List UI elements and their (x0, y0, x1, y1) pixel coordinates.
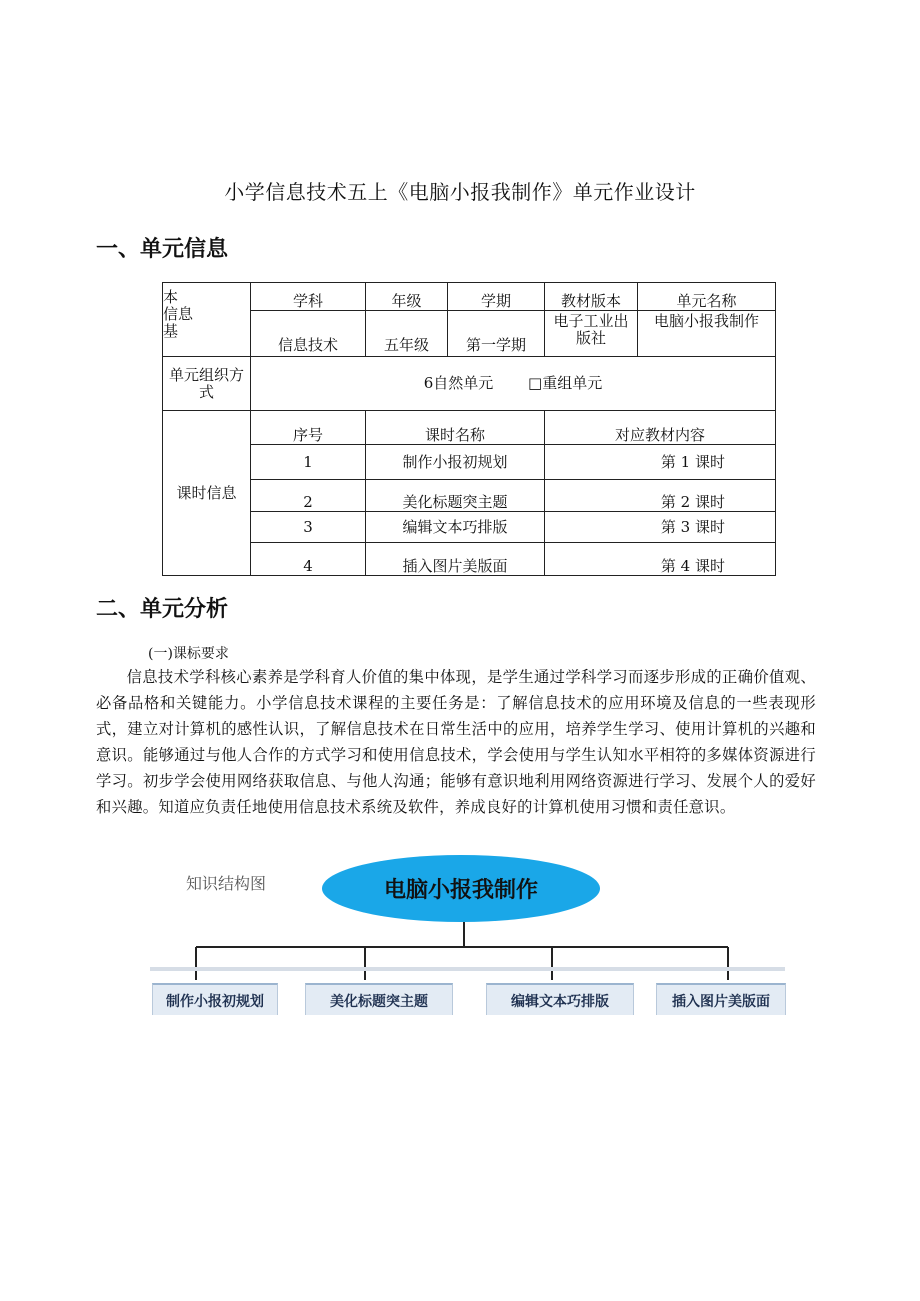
mindmap-root-node: 电脑小报我制作 (322, 855, 600, 922)
basic-info-label: 本 信息 基 (163, 283, 251, 357)
curriculum-paragraph: 信息技术学科核心素养是学科育人价值的集中体现，是学生通过学科学习而逐步形成的正确价值观、必备品格和关键能力。小学信息技术课程的主要任务是：了解信息技术的应用环境及信息的一些表现形式，建立对计算机的感性认识，了解信息技术在日常生活中的应用，培养学生学习、使用计算机的兴趣和意识。能够通过与他人合作的方式学习和使用信息技术，学会使用与学生认知水平相符的多媒体资源进行学习。初步学会使用网络获取信息、与他人沟通；能够有意识地利用网络资源进行学习、发展个人的爱好和兴趣。知道应负责任地使用信息技术系统及软件，养成良好的计算机使用习惯和责任意识。 (96, 668, 816, 816)
lesson-no: 3 (251, 512, 366, 543)
lesson-content: 第 1 课时 (545, 445, 776, 480)
value-subject: 信息技术 (251, 311, 366, 357)
lesson-name: 插入图片美版面 (366, 543, 545, 576)
value-grade: 五年级 (366, 311, 448, 357)
lesson-name: 美化标题突主题 (366, 480, 545, 512)
subheading-curriculum: (一)课标要求 (148, 646, 229, 662)
lesson-header-name: 课时名称 (366, 411, 545, 445)
lesson-content: 第 3 课时 (545, 512, 776, 543)
header-grade: 年级 (366, 283, 448, 311)
header-textbook: 教材版本 (545, 283, 638, 311)
mindmap-branch-node: 美化标题突主题 (305, 983, 453, 1015)
value-term: 第一学期 (448, 311, 545, 357)
mindmap-branch-node: 插入图片美版面 (656, 983, 786, 1015)
header-unit-name: 单元名称 (638, 283, 776, 311)
lesson-content: 第 2 课时 (545, 480, 776, 512)
lesson-no: 1 (251, 445, 366, 480)
section-heading-unit-analysis: 二、单元分析 (96, 597, 229, 622)
mindmap-branch-node: 制作小报初规划 (152, 983, 278, 1015)
lesson-name: 制作小报初规划 (366, 445, 545, 480)
lesson-header-content: 对应教材内容 (545, 411, 776, 445)
section-heading-unit-info: 一、单元信息 (96, 237, 229, 262)
header-subject: 学科 (251, 283, 366, 311)
value-textbook: 电子工业出 版社 (545, 311, 638, 357)
org-label: 单元组织方 式 (163, 357, 251, 411)
value-unit-name: 电脑小报我制作 (638, 311, 776, 357)
lesson-no: 4 (251, 543, 366, 576)
document-title: 小学信息技术五上《电脑小报我制作》单元作业设计 (224, 180, 696, 204)
header-term: 学期 (448, 283, 545, 311)
lesson-name: 编辑文本巧排版 (366, 512, 545, 543)
lesson-no: 2 (251, 480, 366, 512)
lesson-header-no: 序号 (251, 411, 366, 445)
lesson-content: 第 4 课时 (545, 543, 776, 576)
lesson-info-label: 课时信息 (163, 411, 251, 576)
org-value: 6自然单元 □重组单元 (251, 357, 776, 411)
mindmap-label: 知识结构图 (186, 874, 267, 893)
mindmap-branch-node: 编辑文本巧排版 (486, 983, 634, 1015)
